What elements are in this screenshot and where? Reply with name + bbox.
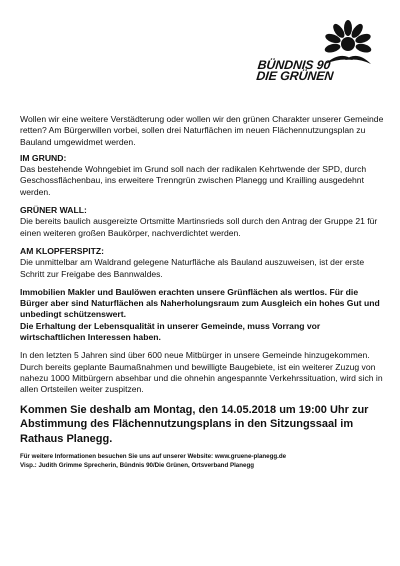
statement-quality-of-life: Die Erhaltung der Lebensqualität in unserer Gemeinde, muss Vorrang vor wirtschaftlichen Interessen haben. [20, 320, 321, 343]
intro-paragraph: Wollen wir eine weitere Verstädterung oder wollen wir den grünen Charakter unserer Gemeinde retten? Am Bürgerwillen vorbei, sollen drei Naturflächen im neuen Flächennutzungsplan zu Bauland umgewidmet werden. [20, 114, 384, 147]
section-heading-im-grund: IM GRUND: [20, 152, 67, 163]
call-to-action: Kommen Sie deshalb am Montag, den 14.05.2018 um 19:00 Uhr zur Abstimmung des Flächennutzungsplans in den Sitzungssaal im Rathaus Planegg. [20, 403, 369, 445]
footer-visp: Visp.: Judith Grimme Sprecherin, Bündnis 90/Die Grünen, Ortsverband Planegg [20, 461, 255, 469]
flyer-body [20, 114, 385, 471]
party-name-line1: BÜNDNIS 90 [256, 58, 332, 72]
section-text-gruener-wall: Die bereits baulich ausgereizte Ortsmitte Martinsrieds soll durch den Antrag der Gruppe 21 für einen weiteren großen Baukörper, nachverdichtet werden. [20, 216, 378, 238]
party-name [256, 60, 346, 82]
section-text-am-klopferspitz: Die unmittelbar am Waldrand gelegene Naturfläche als Bauland auszuweisen, ist der erste Schritt zur Freigabe des Bannwaldes. [20, 257, 365, 279]
section-heading-gruener-wall: GRÜNER WALL: [20, 205, 87, 216]
party-name-line2: DIE GRÜNEN [255, 69, 335, 83]
footer-website-info: Für weitere Informationen besuchen Sie uns auf unserer Website: www.gruene-planegg.de [20, 453, 287, 461]
party-logo [257, 20, 377, 98]
section-heading-am-klopferspitz: AM KLOPFERSPITZ: [20, 245, 105, 256]
population-paragraph: In den letzten 5 Jahren sind über 600 neue Mitbürger in unsere Gemeinde hinzugekommen. Durch bereits geplante Baumaßnahmen und bewilligte Baugebiete, ist ein weiterer Zuzug von nahezu 1000 Mitbürgern absehbar und die ohnehin angespannte Verkehrssituation, wird sich in allen Ortsteilen weiter zuspitzen. [20, 350, 383, 395]
section-text-im-grund: Das bestehende Wohngebiet im Grund soll nach der radikalen Kehrtwende der SPD, durch Geschossflächenbau, ins erweitere Trenngrün zwischen Planegg und Krailling ausgedehnt werden. [20, 164, 367, 197]
statement-greenspace: Immobilien Makler und Baulöwen erachten unsere Grünflächen als wertlos. Für die Bürger aber sind Naturflächen als Naherholungsraum zum Ausgleich ein hohes Gut und unbedingt schützenswert. [20, 286, 380, 320]
